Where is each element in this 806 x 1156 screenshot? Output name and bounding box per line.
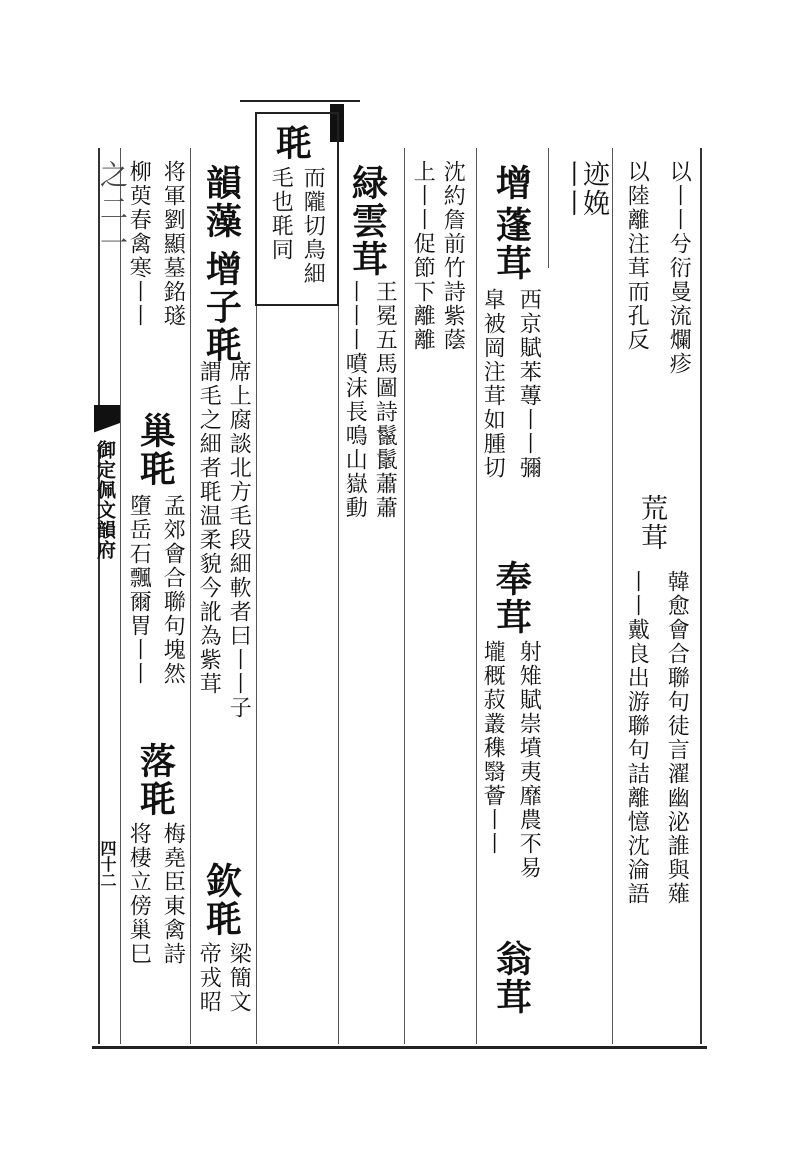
column-1-note-b: 丨丨戴良出游聯句詰離憶沈淪語 [624, 570, 650, 906]
book-title: 御定佩文韻府 [94, 440, 116, 560]
column-1-head: 荒茸 [636, 494, 668, 552]
margin-top-fragment: 之二一 [96, 160, 129, 262]
column-4-line-2: 上丨丨促節下離離 [410, 160, 436, 352]
column-7-note-a: 席上腐談北方毛段細軟者曰丨丨子 [226, 360, 252, 720]
column-3-head: 增 [490, 164, 533, 202]
column-6-head: 毦 [270, 124, 313, 162]
column-8-note-d: 将棲立傍巢巳 [126, 822, 152, 966]
column-3-head-2: 蓬茸 [490, 206, 533, 282]
frame-right-line [700, 148, 702, 1044]
column-divider [190, 148, 191, 1044]
column-8-line-1: 将軍劉顯墓銘璲 [160, 160, 186, 328]
column-3-head-3: 奉茸 [490, 560, 533, 636]
column-5-head: 緑雲茸 [346, 164, 389, 278]
margin-fishtail-mark [94, 405, 120, 445]
column-3-note-b: 皐被岡注茸如腫切 [480, 288, 506, 480]
column-divider [612, 148, 613, 1044]
column-7-head-2: 增子毦 [200, 250, 243, 364]
column-divider [120, 148, 121, 1044]
column-3-note-c: 射雉賦崇墳夷靡農不易 [516, 640, 542, 880]
column-7-note-d: 帝戎昭 [196, 942, 222, 1014]
column-7-head-3: 欽毦 [200, 862, 243, 938]
column-3-note-d: 壠穊菽叢穕翳薈丨丨 [480, 640, 506, 856]
column-1-line-2: 以陸離注茸而孔反 [624, 160, 650, 352]
column-8-note-a: 孟郊會合聯句塊然 [160, 494, 186, 686]
column-divider [548, 148, 549, 268]
column-2-line-1: 迹娩 [578, 160, 610, 218]
column-8-note-c: 梅堯臣東禽詩 [160, 822, 186, 966]
column-8-line-2: 柳萸春禽寒丨丨 [126, 160, 152, 328]
column-7-note-b: 謂毛之細者毦温柔貌今訛為紫茸 [196, 360, 222, 696]
bottom-rule [92, 1046, 707, 1049]
column-6-line-1: 而隴切鳥細 [300, 166, 326, 286]
column-6-line-2: 毛也毦同 [268, 166, 294, 262]
column-8-head: 巢毦 [134, 412, 177, 488]
column-1-note-a: 韓愈會合聯句徒言濯幽泌誰與薙 [664, 570, 690, 906]
column-divider [476, 148, 477, 1044]
column-1-line-1: 以丨丨兮衍曼流爛疹 [666, 160, 692, 376]
column-5-note-a: 王冕五馬圖詩鬣鬛蕭蕭 [372, 280, 398, 520]
column-3-note-a: 西京賦苯蓴丨丨彌 [516, 288, 542, 480]
column-8-note-b: 墮岳石飄爾胃丨丨 [126, 494, 152, 686]
column-5-note-b: 丨丨丨噴沫長鳴山嶽動 [342, 280, 368, 520]
column-4-line-1: 沈約詹前竹詩紫蔭 [440, 160, 466, 352]
frame-left-line [98, 148, 100, 1044]
column-divider [404, 148, 405, 1044]
column-7-note-c: 梁簡文 [226, 942, 252, 1014]
top-rule [240, 100, 360, 102]
page-number: 四十二 [98, 840, 117, 888]
column-2-line-2: 丨丨 [556, 160, 588, 218]
column-7-head: 韻藻 [200, 164, 243, 240]
column-8-head-2: 落毦 [134, 742, 177, 818]
column-3-head-4: 翁茸 [490, 940, 533, 1016]
